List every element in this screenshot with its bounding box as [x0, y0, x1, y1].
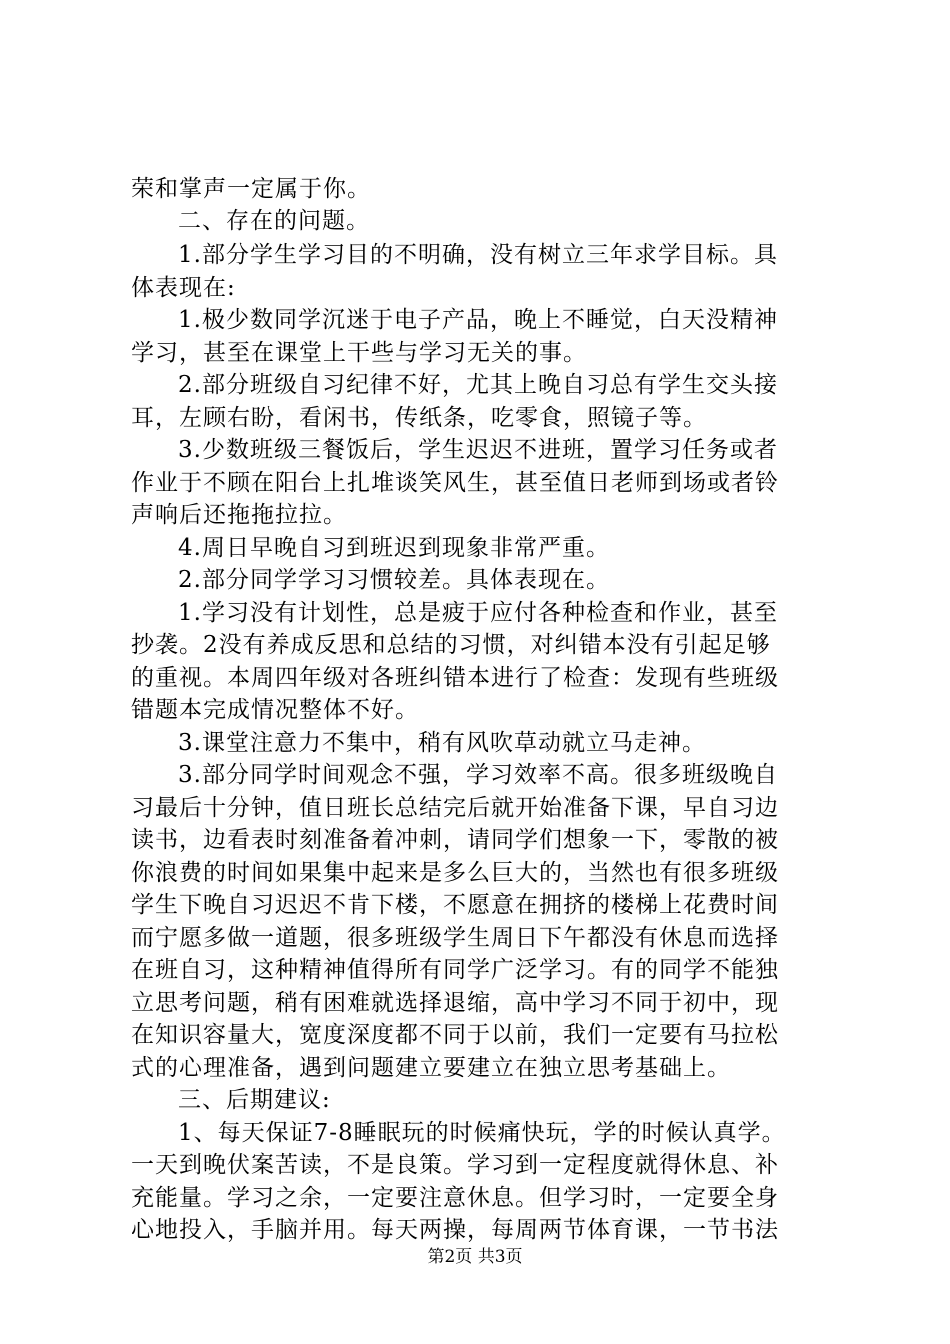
text-line: 在知识容量大，宽度深度都不同于以前，我们一定要有马拉松: [131, 1022, 779, 1048]
text-line: 1.部分学生学习目的不明确，没有树立三年求学目标。具: [178, 242, 778, 268]
text-line: 1、每天保证7-8睡眠玩的时候痛快玩，学的时候认真学。: [178, 1120, 786, 1146]
text-line: 1.极少数同学沉迷于电子产品，晚上不睡觉，白天没精神: [178, 307, 778, 333]
text-line: 抄袭。2没有养成反思和总结的习惯，对纠错本没有引起足够: [131, 632, 771, 658]
text-line: 你浪费的时间如果集中起来是多么巨大的，当然也有很多班级: [131, 860, 779, 886]
text-line: 3.课堂注意力不集中，稍有风吹草动就立马走神。: [178, 730, 706, 756]
text-line: 的重视。本周四年级对各班纠错本进行了检查：发现有些班级: [131, 665, 779, 691]
text-line: 充能量。学习之余，一定要注意休息。但学习时，一定要全身: [131, 1185, 779, 1211]
text-line: 学生下晚自习迟迟不肯下楼，不愿意在拥挤的楼梯上花费时间: [131, 892, 779, 918]
text-line: 立思考问题，稍有困难就选择退缩，高中学习不同于初中，现: [131, 990, 779, 1016]
text-line: 习最后十分钟，值日班长总结完后就开始准备下课，早自习边: [131, 795, 779, 821]
text-line: 1.学习没有计划性，总是疲于应付各种检查和作业，甚至: [178, 600, 778, 626]
text-line: 心地投入，手脑并用。每天两操，每周两节体育课，一节书法: [131, 1217, 779, 1243]
page-number-footer: 第2页 共3页: [427, 1247, 523, 1267]
text-line: 体表现在:: [131, 275, 236, 301]
text-line: 声响后还拖拖拉拉。: [131, 502, 347, 528]
text-line: 作业于不顾在阳台上扎堆谈笑风生，甚至值日老师到场或者铃: [131, 470, 779, 496]
text-line: 学习，甚至在课堂上干些与学习无关的事。: [131, 340, 587, 366]
text-line: 而宁愿多做一道题，很多班级学生周日下午都没有休息而选择: [131, 925, 779, 951]
text-line: 3.部分同学时间观念不强，学习效率不高。很多班级晚自: [178, 762, 778, 788]
section-heading: 三、后期建议:: [178, 1087, 331, 1113]
section-heading: 二、存在的问题。: [178, 208, 370, 234]
text-line: 耳，左顾右盼，看闲书，传纸条，吃零食，照镜子等。: [131, 405, 707, 431]
text-line: 4.周日早晚自习到班迟到现象非常严重。: [178, 535, 610, 561]
text-line: 荣和掌声一定属于你。: [131, 176, 371, 202]
text-line: 3.少数班级三餐饭后，学生迟迟不进班，置学习任务或者: [178, 437, 778, 463]
text-line: 错题本完成情况整体不好。: [131, 697, 419, 723]
text-line: 一天到晚伏案苦读，不是良策。学习到一定程度就得休息、补: [131, 1152, 779, 1178]
text-line: 在班自习，这种精神值得所有同学广泛学习。有的同学不能独: [131, 957, 779, 983]
text-line: 2.部分同学学习习惯较差。具体表现在。: [178, 567, 610, 593]
text-line: 2.部分班级自习纪律不好，尤其上晚自习总有学生交头接: [178, 372, 778, 398]
text-line: 式的心理准备，遇到问题建立要建立在独立思考基础上。: [131, 1055, 731, 1081]
text-line: 读书，边看表时刻准备着冲刺，请同学们想象一下，零散的被: [131, 827, 779, 853]
